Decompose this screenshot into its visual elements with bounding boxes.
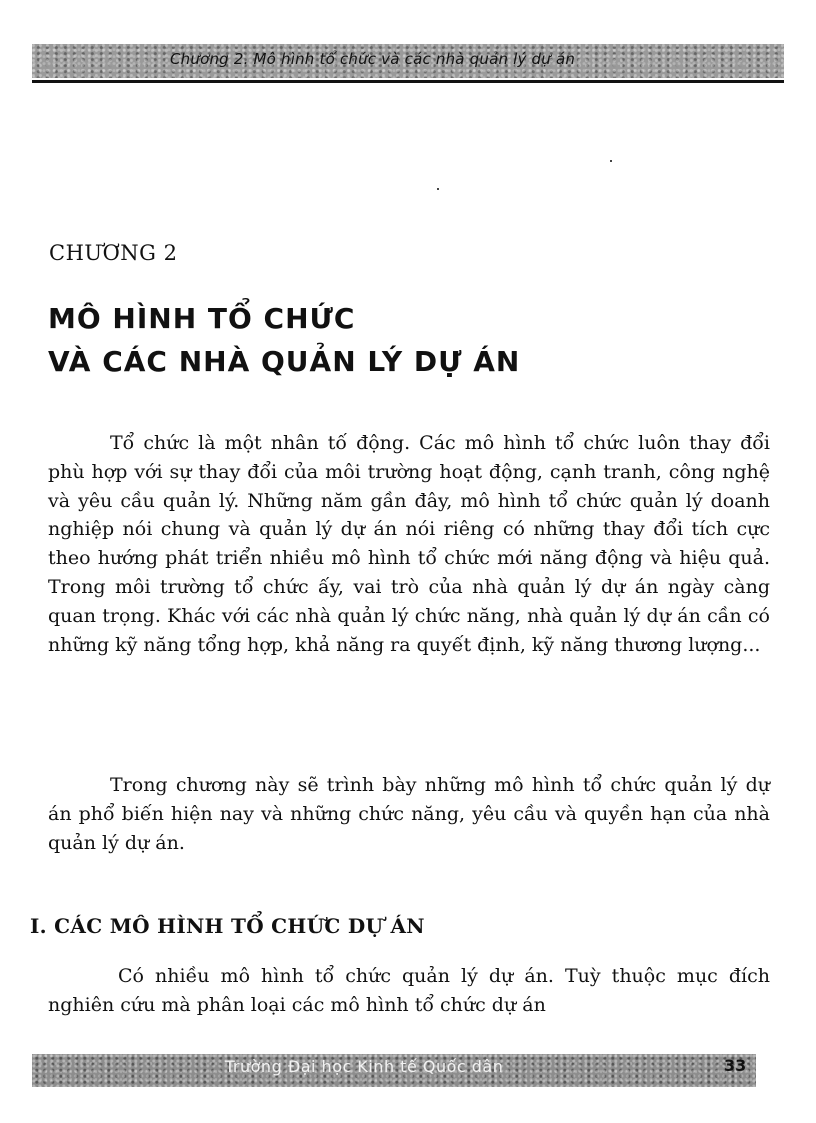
- body-paragraph-2: Trong chương này sẽ trình bày những mô hình tổ chức quản lý dự án phổ biến hiện nay và những chức năng, yêu cầu và quyền hạn của nhà quản lý dự án.: [48, 774, 770, 854]
- chapter-title: [48, 297, 520, 383]
- chapter-title-line-1: MÔ HÌNH TỔ CHỨC: [48, 302, 356, 335]
- body-paragraph-3: Có nhiều mô hình tổ chức quản lý dự án. Tuỳ thuộc mục đích nghiên cứu mà phân loại các mô hình tổ chức dự án: [48, 965, 770, 1016]
- scan-speck: [437, 188, 439, 190]
- page-number: 33: [724, 1056, 747, 1075]
- header-rule: [32, 80, 784, 83]
- chapter-title-line-2: VÀ CÁC NHÀ QUẢN LÝ DỰ ÁN: [48, 345, 521, 378]
- body-paragraph-1: Tổ chức là một nhân tố động. Các mô hình tổ chức luôn thay đổi phù hợp với sự thay đổi của môi trường hoạt động, cạnh tranh, công nghệ và yêu cầu quản lý. Những năm gần đây, mô hình tổ chức quản lý doanh nghiệp nói chung và quản lý dự án nói riêng có những thay đổi tích cực theo hướng phát triển nhiều mô hình tổ chức mới năng động và hiệu quả. Trong môi trường tổ chức ấy, vai trò của nhà quản lý dự án ngày càng quan trọng. Khác với các nhà quản lý chức năng, nhà quản lý dự án cần có những kỹ năng tổng hợp, khả năng ra quyết định, kỹ năng thương lượng...: [48, 432, 770, 656]
- running-header-title: Chương 2. Mô hình tổ chức và các nhà quản lý dự án: [170, 50, 576, 68]
- scan-speck: [610, 160, 612, 162]
- section-heading: I. CÁC MÔ HÌNH TỔ CHỨC DỰ ÁN: [30, 914, 425, 938]
- chapter-label: CHƯƠNG 2: [49, 241, 178, 265]
- footer-publisher: Trường Đại học Kinh tế Quốc dân: [225, 1057, 504, 1076]
